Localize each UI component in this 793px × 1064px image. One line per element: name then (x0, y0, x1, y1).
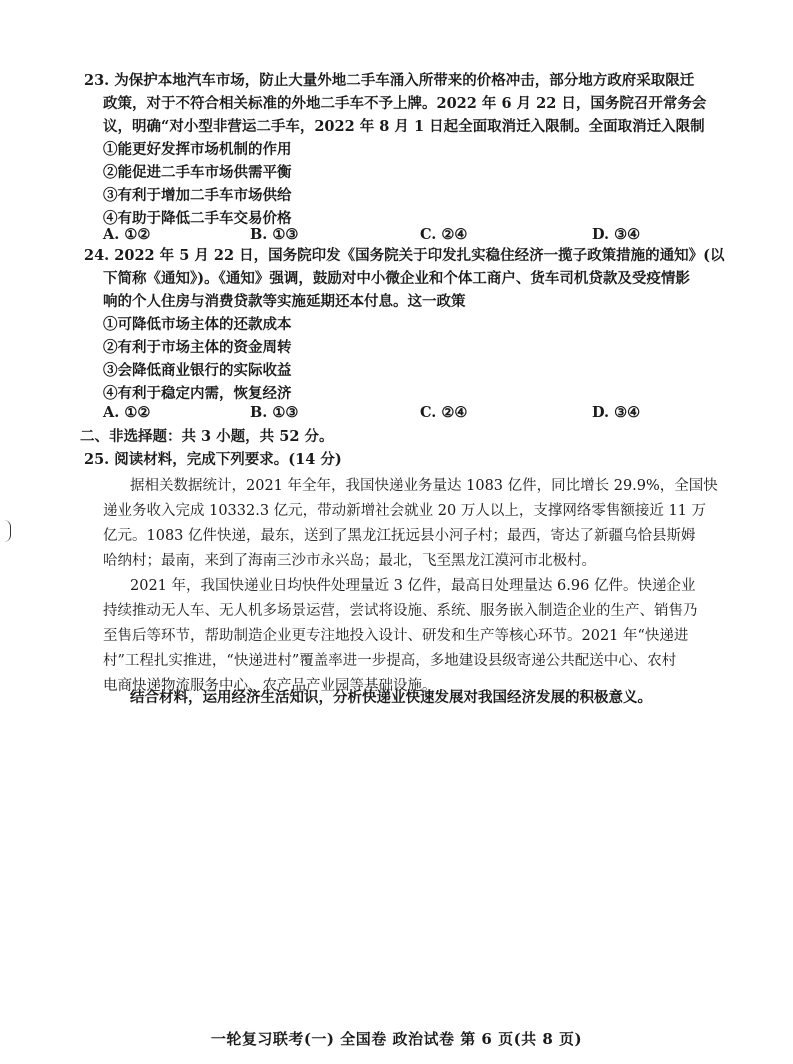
q24-statement-1: ①可降低市场主体的还款成本 (103, 316, 292, 333)
q23-choice-b: B. ①③ (250, 226, 299, 243)
q25-material-p1-line-4: 哈纳村；最南，来到了海南三沙市永兴岛；最北，飞至黑龙江漠河市北极村。 (103, 553, 596, 569)
q24-choice-d: D. ③④ (592, 404, 641, 421)
q23-stem-line-3: 议，明确“对小型非营运二手车，2022 年 8 月 1 日起全面取消迁入限制。全面取消迁入限制 (103, 118, 705, 135)
q23-statement-1: ①能更好发挥市场机制的作用 (103, 141, 292, 158)
q23-stem-line-1: 23. 为保护本地汽车市场，防止大量外地二手车涌入所带来的价格冲击，部分地方政府采取限迁 (84, 72, 695, 89)
q25-material-p1-line-2: 递业务收入完成 10332.3 亿元，带动新增社会就业 20 万人以上，支撑网络零售额接近 11 万 (103, 503, 707, 519)
q25-material-p1-line-3: 亿元。1083 亿件快递，最东，送到了黑龙江抚远县小河子村；最西，寄达了新疆乌恰县斯姆 (103, 528, 696, 544)
q24-stem-line-3: 响的个人住房与消费贷款等实施延期还本付息。这一政策 (103, 293, 466, 310)
q23-statement-2: ②能促进二手车市场供需平衡 (103, 164, 292, 181)
q23-statement-4: ④有助于降低二手车交易价格 (103, 210, 292, 227)
q23-choice-a: A. ①② (103, 226, 151, 243)
q23-choice-d: D. ③④ (592, 226, 641, 243)
q24-statement-4: ④有利于稳定内需，恢复经济 (103, 385, 292, 402)
q24-choice-a: A. ①② (103, 404, 151, 421)
section-heading: 二、非选择题：共 3 小题，共 52 分。 (80, 428, 334, 445)
q23-stem-line-2: 政策，对于不符合相关标准的外地二手车不予上牌。2022 年 6 月 22 日，国务院召开常务会 (103, 95, 707, 112)
q25-material-p2-line-2: 持续推动无人车、无人机多场景运营，尝试将设施、系统、服务嵌入制造企业的生产、销售乃 (103, 603, 698, 619)
q24-stem-line-2: 下简称《通知》)。《通知》强调，鼓励对中小微企业和个体工商户、货车司机贷款及受疫情影 (103, 270, 690, 287)
q25-material-p2-line-1: 2021 年，我国快递业日均快件处理量近 3 亿件，最高日处理量达 6.96 亿件。快递企业 (130, 578, 696, 594)
q25-material-p2-line-4: 村”工程扎实推进，“快递进村”覆盖率进一步提高，多地建设县级寄递公共配送中心、农村 (103, 653, 677, 669)
q23-choice-c: C. ②④ (420, 226, 468, 243)
q25-material-p2-line-5: 电商快递物流服务中心、农产品产业园等基础设施。 (103, 678, 437, 694)
q24-choice-c: C. ②④ (420, 404, 468, 421)
q24-statement-2: ②有利于市场主体的资金周转 (103, 339, 292, 356)
q23-statement-3: ③有利于增加二手车市场供给 (103, 187, 292, 204)
q24-stem-line-1: 24. 2022 年 5 月 22 日，国务院印发《国务院关于印发扎实稳住经济一揽子政策措施的通知》(以 (84, 247, 725, 264)
margin-bracket-mark (4, 520, 11, 542)
q25-title: 25. 阅读材料，完成下列要求。(14 分) (84, 451, 342, 468)
q25-material-p1-line-1: 据相关数据统计，2021 年全年，我国快递业务量达 1083 亿件，同比增长 29.9%，全国快 (130, 478, 718, 494)
q25-material-p2-line-3: 至售后等环节，帮助制造企业更专注地投入设计、研发和生产等核心环节。2021 年“快递进 (103, 628, 689, 644)
q25-task: 结合材料，运用经济生活知识，分析快递业快速发展对我国经济发展的积极意义。 (130, 689, 652, 706)
page-footer: 一轮复习联考(一) 全国卷 政治试卷 第 6 页(共 8 页) (210, 1030, 583, 1048)
q24-choice-b: B. ①③ (250, 404, 299, 421)
q24-statement-3: ③会降低商业银行的实际收益 (103, 362, 292, 379)
